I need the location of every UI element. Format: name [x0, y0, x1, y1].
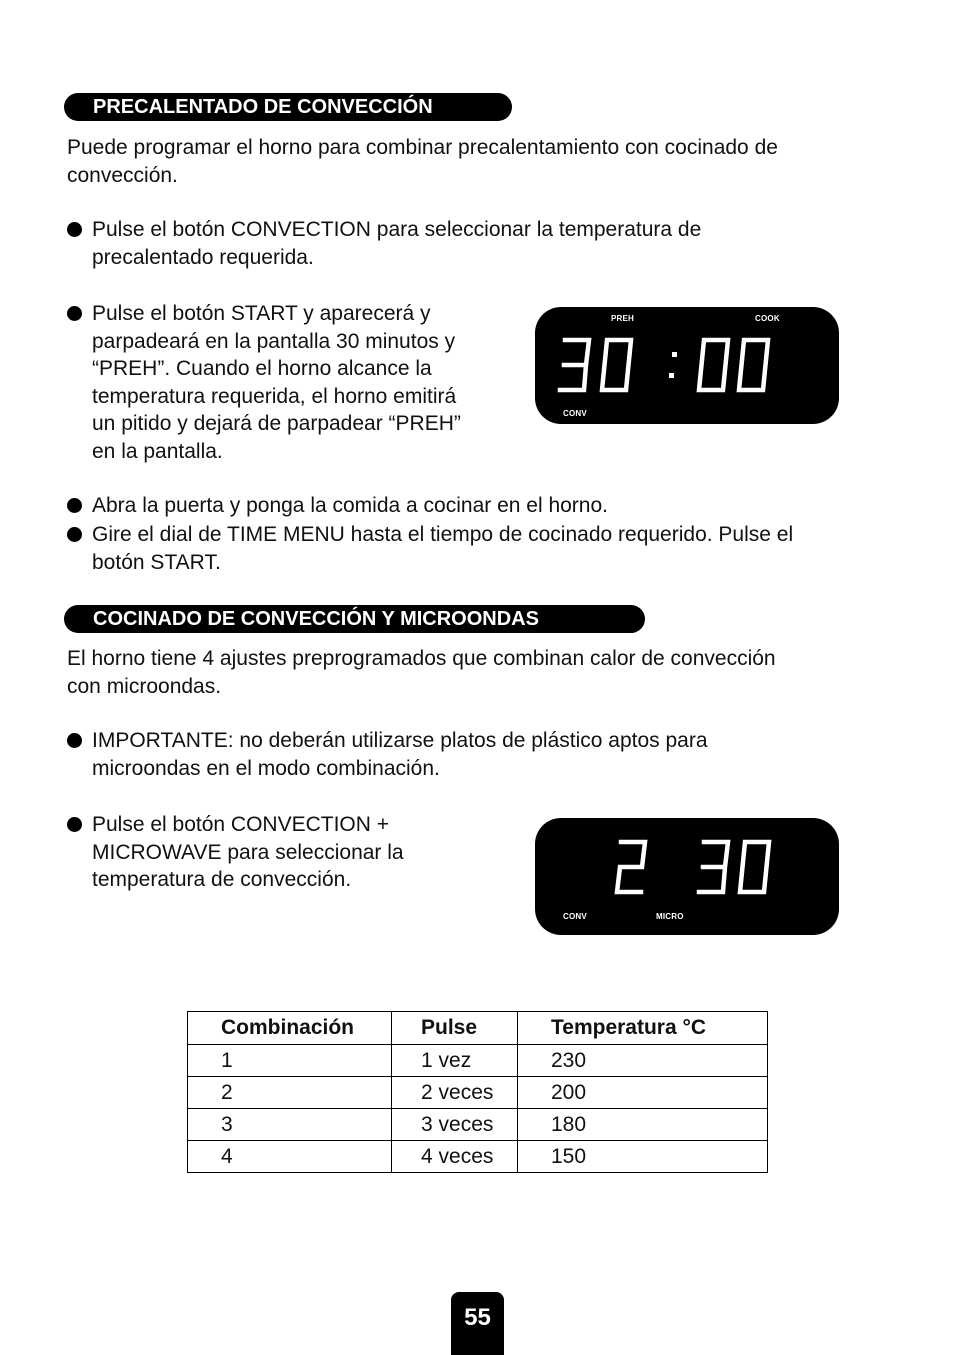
- bullet-time-menu: Gire el dial de TIME MENU hasta el tiempo de cocinado requerido. Pulse el botón START.: [67, 521, 793, 576]
- table-cell: 200: [518, 1077, 768, 1109]
- section-heading-preheat: PRECALENTADO DE CONVECCIÓN: [64, 93, 512, 121]
- table-header-cell: Combinación: [188, 1012, 392, 1045]
- table-row: [188, 1045, 768, 1077]
- bullet-important: IMPORTANTE: no deberán utilizarse platos de plástico aptos para microondas en el modo combinación.: [67, 727, 708, 782]
- bullet-dot-icon: [67, 222, 82, 237]
- table-cell: 150: [518, 1141, 768, 1173]
- lcd-digits-2-30: [535, 818, 839, 935]
- bullet-dot-icon: [67, 306, 82, 321]
- table-row: [188, 1109, 768, 1141]
- bullet-convection: Pulse el botón CONVECTION para seleccionar la temperatura de precalentado requerida.: [67, 216, 701, 271]
- table-cell: 1: [188, 1045, 392, 1077]
- bullet-convection-microwave: Pulse el botón CONVECTION + MICROWAVE para seleccionar la temperatura de convección.: [67, 811, 404, 894]
- combination-intro: El horno tiene 4 ajustes preprogramados que combinan calor de convección con microondas.: [67, 647, 776, 698]
- preheat-intro-line-1: Puede programar el horno para combinar precalentamiento con cocinado de: [67, 136, 778, 159]
- table-cell: 4: [188, 1141, 392, 1173]
- page-number: 55: [451, 1292, 504, 1355]
- table-header-row: [188, 1012, 768, 1045]
- bullet-dot-icon: [67, 733, 82, 748]
- combination-table: [187, 1011, 768, 1173]
- bullet-start-preheat: Pulse el botón START y aparecerá y parpadeará en la pantalla 30 minutos y “PREH”. Cuando el horno alcance la temperatura requerida, el horno emitirá un pitido y dejará de parpadear “PREH” en la pantalla.: [67, 300, 461, 465]
- lcd-label-micro: MICRO: [656, 912, 684, 921]
- lcd-display-preheat: [535, 307, 839, 424]
- table-cell: 180: [518, 1109, 768, 1141]
- bullet-dot-icon: [67, 817, 82, 832]
- lcd-display-combination: [535, 818, 839, 935]
- table-cell: 3 veces: [392, 1109, 518, 1141]
- table-cell: 1 vez: [392, 1045, 518, 1077]
- table-cell: 4 veces: [392, 1141, 518, 1173]
- preheat-intro: [67, 134, 778, 189]
- bullet-dot-icon: [67, 527, 82, 542]
- table-row: [188, 1077, 768, 1109]
- lcd-label-conv: CONV: [563, 409, 587, 418]
- table-cell: 230: [518, 1045, 768, 1077]
- table-header-cell: Temperatura °C: [518, 1012, 768, 1045]
- section-heading-combination: COCINADO DE CONVECCIÓN Y MICROONDAS: [64, 605, 645, 633]
- bullet-open-door: Abra la puerta y ponga la comida a cocinar en el horno.: [67, 492, 608, 520]
- preheat-intro-line-2: convección.: [67, 163, 178, 187]
- lcd-label-cook: COOK: [755, 314, 780, 323]
- table-cell: 2 veces: [392, 1077, 518, 1109]
- table-cell: 3: [188, 1109, 392, 1141]
- lcd-label-conv: CONV: [563, 912, 587, 921]
- table-row: [188, 1141, 768, 1173]
- lcd-label-preh: PREH: [611, 314, 635, 323]
- table-cell: 2: [188, 1077, 392, 1109]
- table-header-cell: Pulse: [392, 1012, 518, 1045]
- lcd-digits-30-00: [535, 307, 839, 424]
- bullet-dot-icon: [67, 498, 82, 513]
